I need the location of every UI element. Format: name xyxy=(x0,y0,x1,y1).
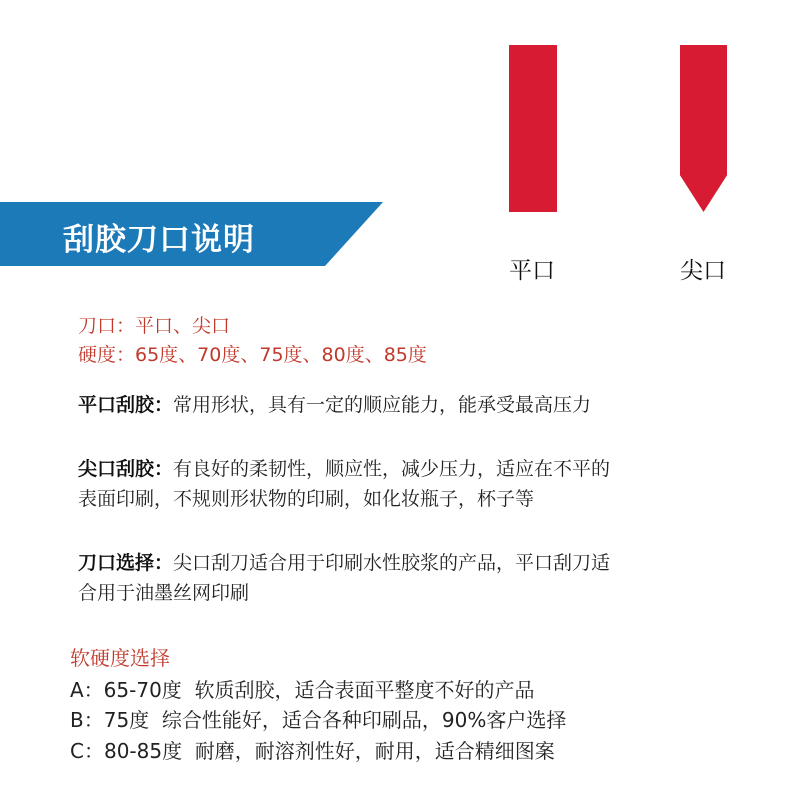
section-pointed-line-1: 有良好的柔韧性，顺应性，减少压力，适应在不平的 xyxy=(173,458,611,480)
section-flat xyxy=(78,393,591,417)
section-selection-heading: 刀口选择： xyxy=(78,552,174,574)
spec-edge: 刀口：平口、尖口 xyxy=(78,315,231,337)
page-title: 刮胶刀口说明 xyxy=(63,222,255,258)
section-selection xyxy=(78,551,610,575)
hardness-option-a-desc: 软质刮胶，适合表面平整度不好的产品 xyxy=(194,678,535,702)
hardness-option-b xyxy=(70,708,566,732)
hardness-option-c xyxy=(70,739,555,763)
hardness-option-a-grade: A：65-70度 xyxy=(70,678,182,702)
pointed-blade-illustration xyxy=(680,45,727,212)
section-flat-line-1: 常用形状，具有一定的顺应能力，能承受最高压力 xyxy=(173,394,592,416)
hardness-option-b-desc: 综合性能好，适合各种印刷品，90%客户选择 xyxy=(161,708,567,732)
hardness-option-c-grade: C：80-85度 xyxy=(70,739,183,763)
section-pointed-line-2: 表面印刷，不规则形状物的印刷，如化妆瓶子，杯子等 xyxy=(78,488,535,510)
flat-blade-illustration xyxy=(509,45,557,212)
pointed-blade-label: 尖口 xyxy=(680,258,726,284)
spec-hardness: 硬度：65度、70度、75度、80度、85度 xyxy=(78,344,427,366)
section-pointed xyxy=(78,457,610,481)
section-selection-line-1: 尖口刮刀适合用于印刷水性胶浆的产品，平口刮刀适 xyxy=(173,552,611,574)
flat-blade-label: 平口 xyxy=(509,258,555,284)
section-flat-heading: 平口刮胶： xyxy=(78,394,174,416)
hardness-option-a xyxy=(70,678,535,702)
hardness-option-c-desc: 耐磨，耐溶剂性好，耐用，适合精细图案 xyxy=(194,739,555,763)
hardness-selection-title: 软硬度选择 xyxy=(70,646,170,670)
hardness-option-b-grade: B：75度 xyxy=(70,708,150,732)
section-pointed-heading: 尖口刮胶： xyxy=(78,458,174,480)
section-selection-line-2: 合用于油墨丝网印刷 xyxy=(78,582,250,604)
